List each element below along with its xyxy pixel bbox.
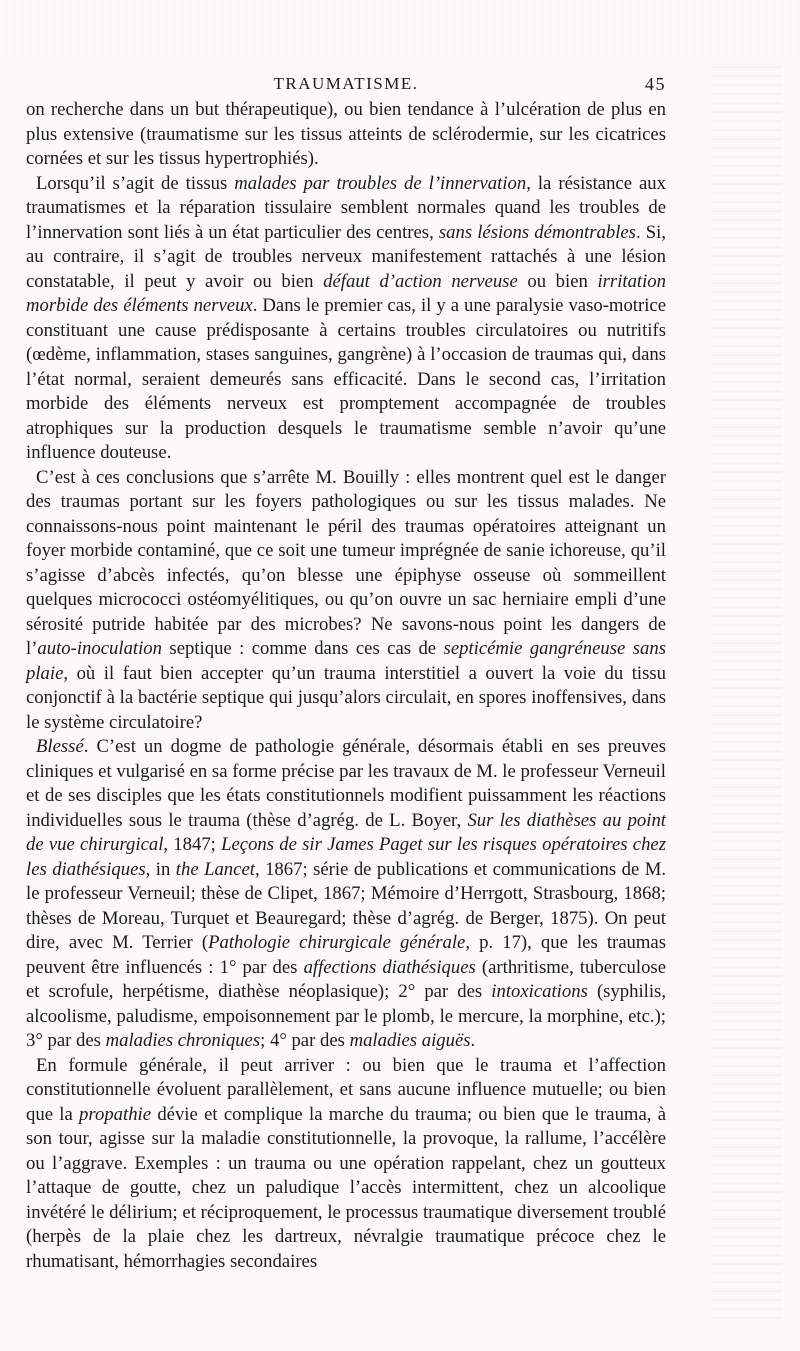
paragraph (26, 1054, 666, 1275)
paragraph (26, 172, 666, 466)
text-run: , la résistance aux traumatismes et la réparation tissulaire semblent normales quand les troubles de l’innervation sont liés à un état particulier des centres, (26, 172, 666, 243)
italic-text: affections diathésiques (303, 956, 476, 978)
italic-text: propathie (79, 1103, 152, 1125)
text-run: septique : comme dans ces cas de (162, 638, 444, 659)
text-run: C’est à ces conclusions que s’arrête M. Bouilly : elles montrent quel est le danger des traumas portant sur les foyers pathologiques ou sur les tissus malades. Ne connaissons-nous point maintenant le péril des traumas opératoires atteignant un foyer morbide contaminé, que ce soit une tumeur imprégnée de sanie ichoreuse, qu’il s’agisse d’abcès infectés, qu’on blesse une épiphyse osseuse où sommeillent quelques micrococci ostéomyélitiques, ou qu’on ouvre un sac herniaire empli d’une sérosité putride habitée par des microbes? Ne savons-nous point les dangers de l’ (26, 466, 666, 659)
body-text (26, 98, 666, 1274)
text-run: , 1867; série de publications et communications de M. le professeur Verneuil; thèse de Clipet, 1867; Mémoire d’Herrgott, Strasbourg, 1868; thèses de Moreau, Turquet et Beauregard; thèse d’agrég. de Berger, 1875). On peut dire, avec M. Terrier ( (26, 858, 667, 953)
italic-text: Blessé (36, 736, 84, 757)
text-run: on recherche dans un but thérapeutique), ou bien tendance à l’ulcération de plus en plus extensive (traumatisme sur les tissus atteints de sclérodermie, sur les cicatrices cornées et sur les tissus hypertrophiés). (26, 99, 666, 169)
page-number: 45 (645, 74, 666, 94)
italic-text: intoxications (491, 981, 588, 1002)
italic-text: Pathologie chirurgicale générale (208, 932, 466, 953)
text-run: (arthritisme, tuberculose et scrofule, herpétisme, diathèse néoplasique); 2° par des (26, 956, 667, 1002)
text-run: . Dans le premier cas, il y a une paralysie vaso-motrice constituant une cause prédisposante à certains troubles circulatoires ou nutritifs (œdème, inflammation, stases sanguines, gangrène) à l’occasion de traumas qui, dans l’état normal, seraient demeurés sans efficacité. Dans le second cas, l’irritation morbide des éléments nerveux est promptement accompagnée de troubles atrophiques sur la production desquels le traumatisme semble n’avoir qu’une influence douteuse. (26, 295, 666, 463)
text-run: , où il faut bien accepter qu’un trauma interstitiel a ouvert la voie du tissu conjonctif à la bactérie septique qui jusqu’alors circulait, en spores inoffensives, dans le système circulatoire? (26, 662, 666, 733)
italic-text: Sur les diathèses au point de vue chirurgical (26, 809, 666, 855)
italic-text: défaut d’action nerveuse (323, 270, 518, 292)
text-run: . Si, au contraire, il s’agit de troubles nerveux manifestement rattachés à une lésion constatable, il peut y avoir ou bien (26, 221, 666, 292)
text-run: ; 4° par des (260, 1030, 350, 1051)
italic-text: maladies chroniques (105, 1030, 261, 1051)
italic-text: malades par troubles de l’innervation (234, 172, 527, 194)
paragraph (26, 98, 666, 172)
text-run: ou bien (517, 270, 598, 292)
running-header (26, 70, 666, 98)
italic-text: auto-inoculation (37, 638, 162, 659)
text-run: (syphilis, alcoolisme, paludisme, empoisonnement par le plomb, le mercure, la morphine, etc.); 3° par des (26, 981, 666, 1051)
italic-text: irritation morbide des éléments nerveux (26, 270, 666, 316)
running-title: TRAUMATISME. (273, 74, 419, 93)
text-run: , 1847; (163, 834, 222, 855)
italic-text: septicémie gangréneuse sans plaie (26, 638, 666, 684)
text-run: En formule générale, il peut arriver : ou bien que le trauma et l’affection constitutionnelle évoluent parallèlement, et sans aucune influence mutuelle; ou bien que la (26, 1054, 666, 1125)
italic-text: the Lancet (175, 858, 255, 880)
text-run: dévie et complique la marche du trauma; ou bien que le trauma, à son tour, agisse sur la maladie constitutionnelle, la provoque, la rallume, l’accélère ou l’aggrave. Exemples : un trauma ou une opération rappelant, chez un goutteux l’attaque de goutte, chez un paludique l’accès intermittent, chez un alcoolique invétéré le délirium; et réciproquement, le processus traumatique diversement troublé (herpès de la plaie chez les dartreux, névralgie traumatique précoce chez le rhumatisant, hémorrhagies secondaires (26, 1103, 666, 1272)
paragraph (26, 466, 666, 736)
scan-top-edge (0, 0, 800, 55)
italic-text: Leçons de sir James Paget sur les risques opératoires chez les diathésiques (26, 834, 666, 880)
text-run: . C’est un dogme de pathologie générale, désormais établi en ses preuves cliniques et vulgarisé en sa forme précise par les travaux de M. le professeur Verneuil et de ses disciples que les états constitutionnels modifient puissamment les réactions individuelles sous le trauma (thèse d’agrég. de L. Boyer, (26, 736, 666, 831)
scan-right-margin (712, 60, 782, 1320)
italic-text: maladies aiguës (349, 1030, 471, 1051)
text-run: , in (145, 858, 176, 880)
book-page (26, 70, 666, 1274)
paragraph (26, 735, 666, 1054)
text-run: . (470, 1030, 476, 1051)
italic-text: sans lésions démontrables (438, 221, 636, 243)
text-run: , p. 17), que les traumas peuvent être influencés : 1° par des (26, 932, 666, 978)
text-run: Lorsqu’il s’agit de tissus (36, 172, 235, 194)
